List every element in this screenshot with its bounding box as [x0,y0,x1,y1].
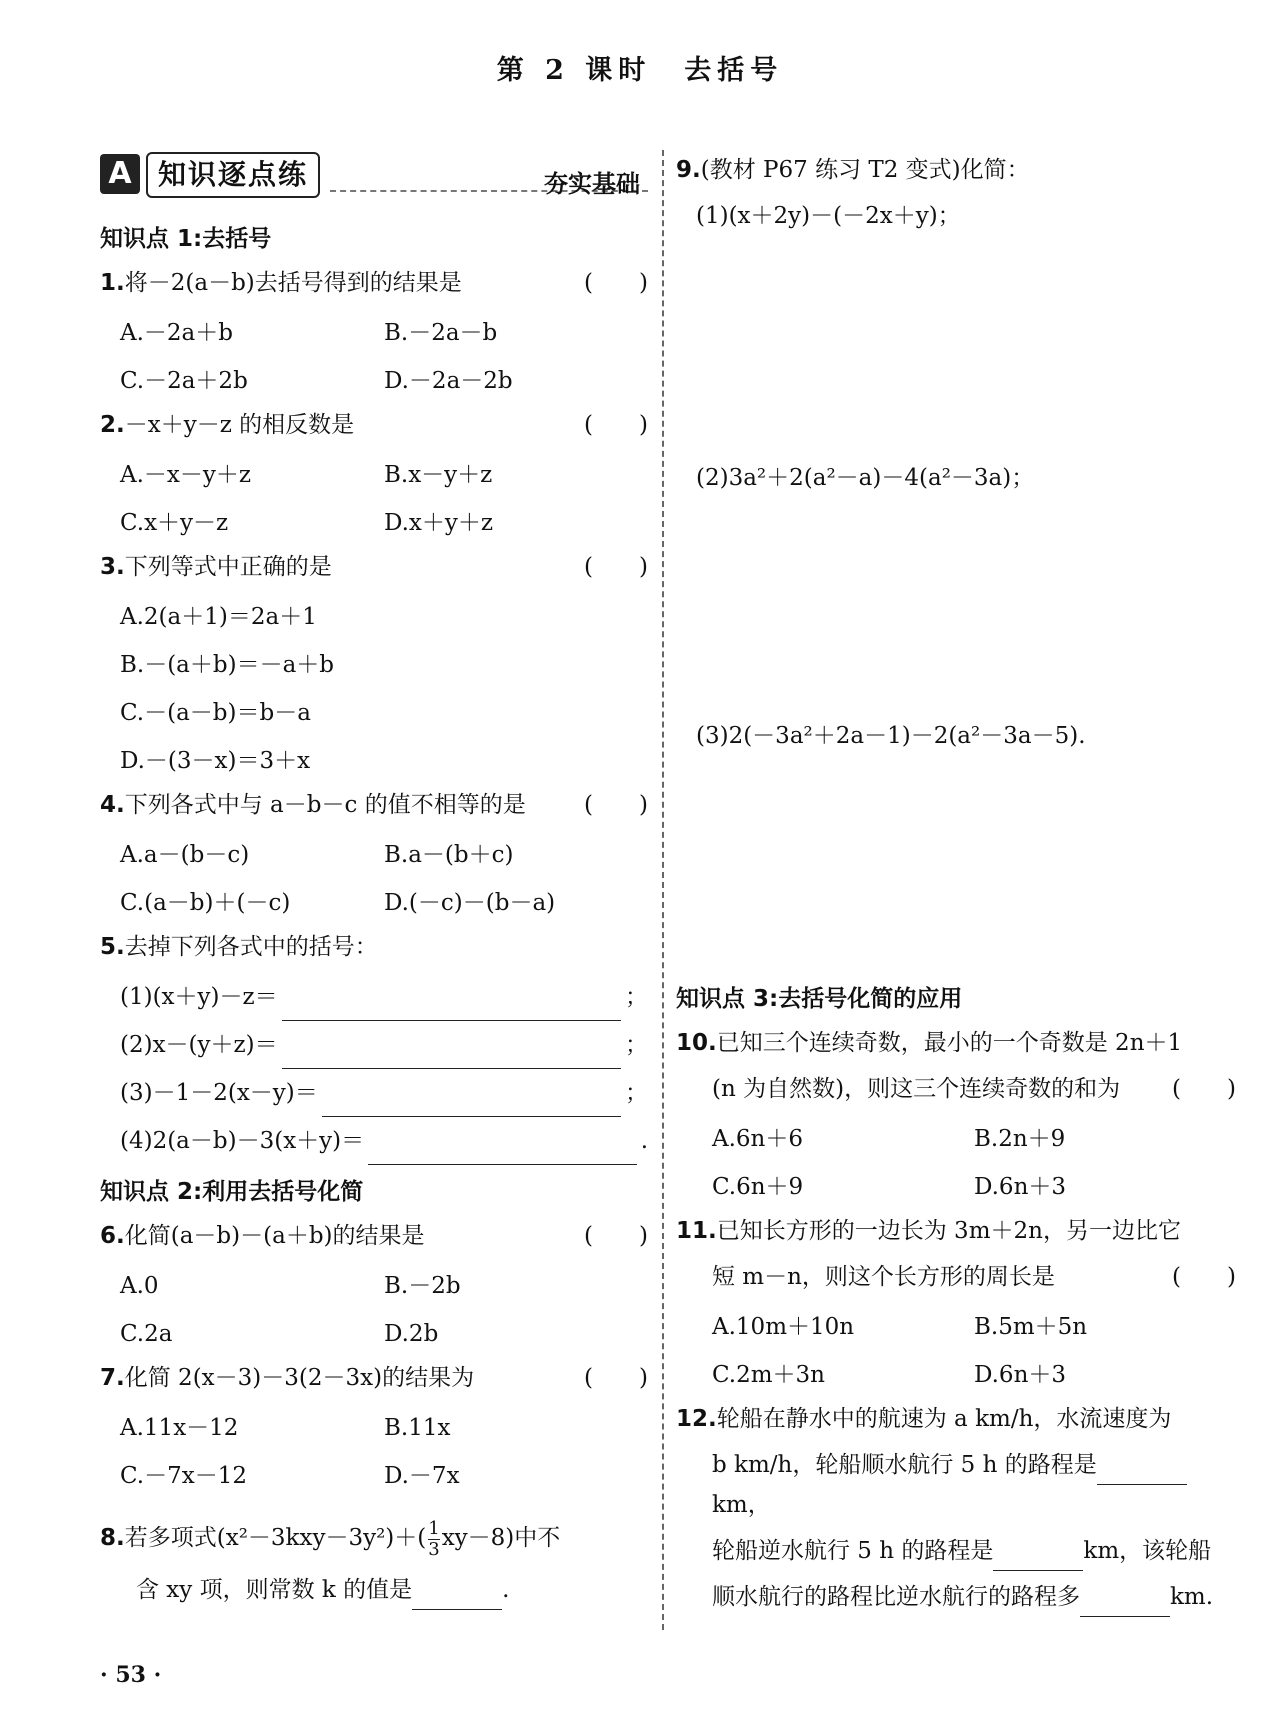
option-a[interactable]: A.0 [120,1273,159,1299]
question-12-line2 [676,1445,1236,1525]
answer-blank[interactable] [412,1583,502,1610]
blank-end: . [502,1576,510,1603]
question-number: 10. [676,1030,717,1056]
question-text: (n 为自然数)，则这三个连续奇数的和为 [712,1076,1121,1102]
question-10-line2 [676,1069,1236,1109]
option-b[interactable]: B.－2a－b [384,320,498,346]
question-text: b km/h，轮船顺水航行 5 h 的路程是 [712,1452,1097,1478]
right-column [676,150,1236,1670]
question-4 [100,785,648,825]
question-text: 去掉下列各式中的括号： [124,934,378,960]
options-11 [676,1303,1236,1399]
question-number: 4. [100,792,125,818]
question-9-part-3: (3)2(－3a²＋2a－1)－2(a²－3a－5). [696,723,1086,749]
option-c[interactable]: C.6n＋9 [712,1174,804,1200]
options-10 [676,1115,1236,1211]
question-number: 3. [100,554,125,580]
unit-text: km， [712,1492,771,1518]
blank-label: (1)(x＋y)－z＝ [120,984,278,1010]
option-b[interactable]: B.2n＋9 [974,1126,1066,1152]
fill-blank-1 [100,973,648,1021]
question-text: 将－2(a－b)去括号得到的结果是 [124,270,462,296]
banner-subtitle: 夯实基础 [544,169,640,198]
question-text: 轮船逆水航行 5 h 的路程是 [712,1538,994,1564]
question-number: 7. [100,1365,125,1391]
page-number: · 53 · [100,1662,162,1688]
options-3 [100,593,648,785]
answer-blank[interactable] [282,986,621,1021]
option-a[interactable]: A.a－(b－c) [120,842,250,868]
option-b[interactable]: B.x－y＋z [384,462,493,488]
option-d[interactable]: D.－7x [384,1463,460,1489]
question-10 [676,1023,1236,1063]
option-b[interactable]: B.5m＋5n [974,1314,1088,1340]
question-number: 11. [676,1218,717,1244]
question-number: 12. [676,1406,717,1432]
blank-end: . [640,1128,648,1154]
options-4 [100,831,648,927]
section-heading-3: 知识点 3:去括号化简的应用 [676,986,963,1012]
question-text: 已知长方形的一边长为 3m＋2n，另一边比它 [716,1218,1181,1244]
option-d[interactable]: D.6n＋3 [974,1362,1067,1388]
section-heading-1: 知识点 1:去括号 [100,226,272,252]
section-heading-2: 知识点 2:利用去括号化简 [100,1179,364,1205]
options-7 [100,1404,648,1500]
question-3 [100,547,648,587]
question-9-part-2: (2)3a²＋2(a²－a)－4(a²－3a)； [696,465,1035,491]
question-number: 6. [100,1223,125,1249]
blank-end: ； [625,1080,648,1106]
fraction-denominator: 3 [428,1538,440,1560]
question-text-cont: xy－8)中不 [441,1525,561,1551]
option-d[interactable]: D.2b [384,1321,439,1347]
option-d[interactable]: D.(－c)－(b－a) [384,890,556,916]
option-a[interactable]: A.11x－12 [120,1415,239,1441]
question-7 [100,1358,648,1398]
question-12-line3 [676,1531,1236,1571]
blank-label: (4)2(a－b)－3(x＋y)＝ [120,1128,365,1154]
question-9-part-1: (1)(x＋2y)－(－2x＋y)； [696,203,961,229]
blank-end: ； [625,984,648,1010]
fraction-numerator: 1 [428,1517,440,1539]
options-1 [100,309,648,405]
question-text: 若多项式(x²－3kxy－3y²)＋( [124,1525,427,1551]
question-12 [676,1399,1236,1439]
option-c[interactable]: C.－(a－b)＝b－a [120,700,311,726]
question-text: 化简(a－b)－(a＋b)的结果是 [124,1223,425,1249]
option-a[interactable]: A.2(a＋1)＝2a＋1 [120,604,317,630]
option-d[interactable]: D.－(3－x)＝3＋x [120,748,311,774]
question-8 [100,1518,648,1560]
option-c[interactable]: C.x＋y－z [120,510,229,536]
unit-text: km. [1170,1584,1214,1610]
question-1 [100,263,648,303]
option-c[interactable]: C.(a－b)＋(－c) [120,890,291,916]
question-8-line2 [100,1570,648,1610]
answer-parens[interactable]: ( ) [584,554,648,580]
question-number: 9. [676,157,701,183]
answer-parens[interactable]: ( ) [1172,1264,1236,1290]
options-2 [100,451,648,547]
option-a[interactable]: A.6n＋6 [712,1126,804,1152]
question-5 [100,927,648,967]
question-text: 化简 2(x－3)－3(2－3x)的结果为 [124,1365,475,1391]
banner-title: 知识逐点练 [146,152,320,198]
answer-blank-3[interactable] [1080,1590,1170,1617]
answer-parens[interactable]: ( ) [584,1365,648,1391]
option-c[interactable]: C.－2a＋2b [120,368,248,394]
answer-blank-2[interactable] [993,1544,1083,1571]
option-c[interactable]: C.2a [120,1321,173,1347]
blank-label: (3)－1－2(x－y)＝ [120,1080,318,1106]
blank-end: ； [625,1032,648,1058]
fill-blank-3 [100,1069,648,1117]
answer-parens[interactable]: ( ) [1172,1076,1236,1102]
section-banner [100,150,648,204]
answer-blank[interactable] [322,1082,621,1117]
blank-label: (2)x－(y＋z)＝ [120,1032,278,1058]
option-d[interactable]: D.－2a－2b [384,368,513,394]
option-b[interactable]: B.－(a＋b)＝－a＋b [120,652,335,678]
question-number: 5. [100,934,125,960]
answer-parens[interactable]: ( ) [584,792,648,818]
question-text: 顺水航行的路程比逆水航行的路程多 [712,1584,1080,1610]
fill-blank-2 [100,1021,648,1069]
question-text: 轮船在静水中的航速为 a km/h，水流速度为 [716,1406,1172,1432]
option-a[interactable]: A.10m＋10n [712,1314,855,1340]
option-d[interactable]: D.6n＋3 [974,1174,1067,1200]
question-text: 含 xy 项，则常数 k 的值是 [136,1576,413,1603]
page-title: 第 2 课时 去括号 [496,55,784,86]
question-2 [100,405,648,445]
fraction [428,1519,439,1560]
option-c[interactable]: C.2m＋3n [712,1362,825,1388]
question-6 [100,1216,648,1256]
fill-blank-4 [100,1117,648,1165]
answer-parens[interactable]: ( ) [584,270,648,296]
option-c[interactable]: C.－7x－12 [120,1463,247,1489]
question-9 [676,150,1236,190]
left-column [100,150,648,1670]
question-text: －x＋y－z 的相反数是 [124,412,355,438]
question-11-line2 [676,1257,1236,1297]
answer-blank[interactable] [368,1130,637,1165]
badge-a-icon: A [100,154,140,194]
option-b[interactable]: B.11x [384,1415,451,1441]
option-a[interactable]: A.－2a＋b [120,320,233,346]
option-b[interactable]: B.a－(b＋c) [384,842,514,868]
answer-blank[interactable] [282,1034,621,1069]
column-divider [662,150,664,1630]
question-text: 短 m－n，则这个长方形的周长是 [712,1264,1055,1290]
answer-blank-1[interactable] [1097,1458,1187,1485]
option-b[interactable]: B.－2b [384,1273,461,1299]
unit-text: km，该轮船 [1083,1538,1212,1564]
question-text: 已知三个连续奇数，最小的一个奇数是 2n＋1 [716,1030,1183,1056]
question-number: 1. [100,270,125,296]
question-text: 下列各式中与 a－b－c 的值不相等的是 [124,792,526,818]
answer-parens[interactable]: ( ) [584,1223,648,1249]
options-6 [100,1262,648,1358]
option-a[interactable]: A.－x－y＋z [120,462,252,488]
question-text: 下列等式中正确的是 [124,554,332,580]
question-number: 2. [100,412,125,438]
option-d[interactable]: D.x＋y＋z [384,510,494,536]
question-text: (教材 P67 练习 T2 变式)化简： [700,157,1030,183]
question-12-line4 [676,1577,1236,1617]
question-11 [676,1211,1236,1251]
answer-parens[interactable]: ( ) [584,412,648,438]
question-number: 8. [100,1525,125,1551]
